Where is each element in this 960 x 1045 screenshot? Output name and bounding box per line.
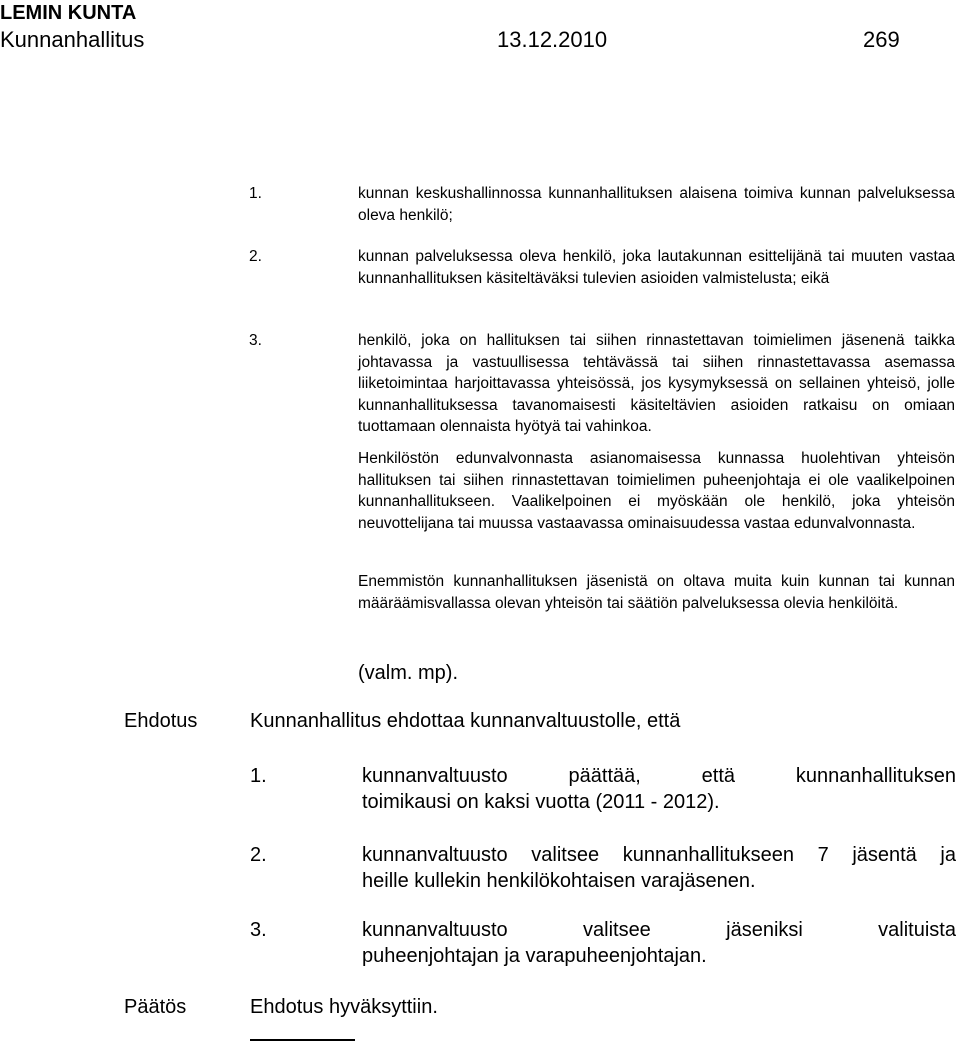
proposal-item-line: toimikausi on kaksi vuotta (2011 - 2012).	[362, 791, 720, 813]
proposal-intro: Kunnanhallitus ehdottaa kunnanvaltuustolle, että	[250, 710, 681, 732]
proposal-item-line: heille kullekin henkilökohtaisen varajäsenen.	[362, 870, 756, 892]
page-number: 269	[863, 27, 900, 52]
proposal-item-number: 3.	[250, 919, 267, 941]
signature-line	[250, 1039, 355, 1041]
meeting-date: 13.12.2010	[497, 27, 608, 52]
proposal-item-line: kunnanvaltuusto päättää, että kunnanhallituksen	[362, 765, 956, 787]
decision-label: Päätös	[124, 996, 187, 1018]
criteria-text: henkilö, joka on hallituksen tai siihen rinnastettavan toimielimen jäsenenä taikka johtavassa ja vastuullisessa tehtävässä tai siihen rinnastettavassa asemassa liiketoimintaa harjoittavassa yhteisössä, jos kysymyksessä on sellainen yhteisö, jolle kunnanhallituksessa tavanomaisesti käsiteltävien asioiden ratkaisu on omiaan tuottamaan olennaista hyötyä tai vahinkoa.	[358, 332, 955, 435]
proposal-item-number: 1.	[250, 765, 267, 787]
proposal-item-line: kunnanvaltuusto valitsee kunnanhallitukseen 7 jäsentä ja	[362, 844, 956, 866]
criteria-text: kunnan keskushallinnossa kunnanhallituksen alaisena toimiva kunnan palveluksessa oleva henkilö;	[358, 185, 955, 224]
organization-name: LEMIN KUNTA	[0, 2, 137, 24]
preparer-note: (valm. mp).	[358, 662, 458, 684]
proposal-item-number: 2.	[250, 844, 267, 866]
body-name: Kunnanhallitus	[0, 27, 145, 52]
criteria-number: 3.	[249, 332, 262, 349]
proposal-label: Ehdotus	[124, 710, 198, 732]
criteria-number: 1.	[249, 185, 262, 202]
proposal-item-line: kunnanvaltuusto valitsee jäseniksi valituista	[362, 919, 956, 941]
majority-paragraph: Enemmistön kunnanhallituksen jäsenistä on oltava muita kuin kunnan tai kunnan määräämisvallassa olevan yhteisön tai säätiön palveluksessa olevia henkilöitä.	[358, 573, 955, 612]
criteria-text: kunnan palveluksessa oleva henkilö, joka lautakunnan esittelijänä tai muuten vastaa kunnanhallituksen käsiteltäväksi tulevien asioiden valmistelusta; eikä	[358, 248, 955, 287]
eligibility-paragraph: Henkilöstön edunvalvonnasta asianomaisessa kunnassa huolehtivan yhteisön hallituksen tai siihen rinnastettavan toimielimen puheenjohtaja ei ole vaalikelpoinen kunnanhallitukseen. Vaalikelpoinen ei myöskään ole henkilö, joka yhteisön neuvottelijana tai muussa vastaavassa ominaisuudessa vastaa edunvalvonnasta.	[358, 450, 955, 532]
decision-text: Ehdotus hyväksyttiin.	[250, 996, 438, 1018]
proposal-item-line: puheenjohtajan ja varapuheenjohtajan.	[362, 945, 707, 967]
criteria-number: 2.	[249, 248, 262, 265]
